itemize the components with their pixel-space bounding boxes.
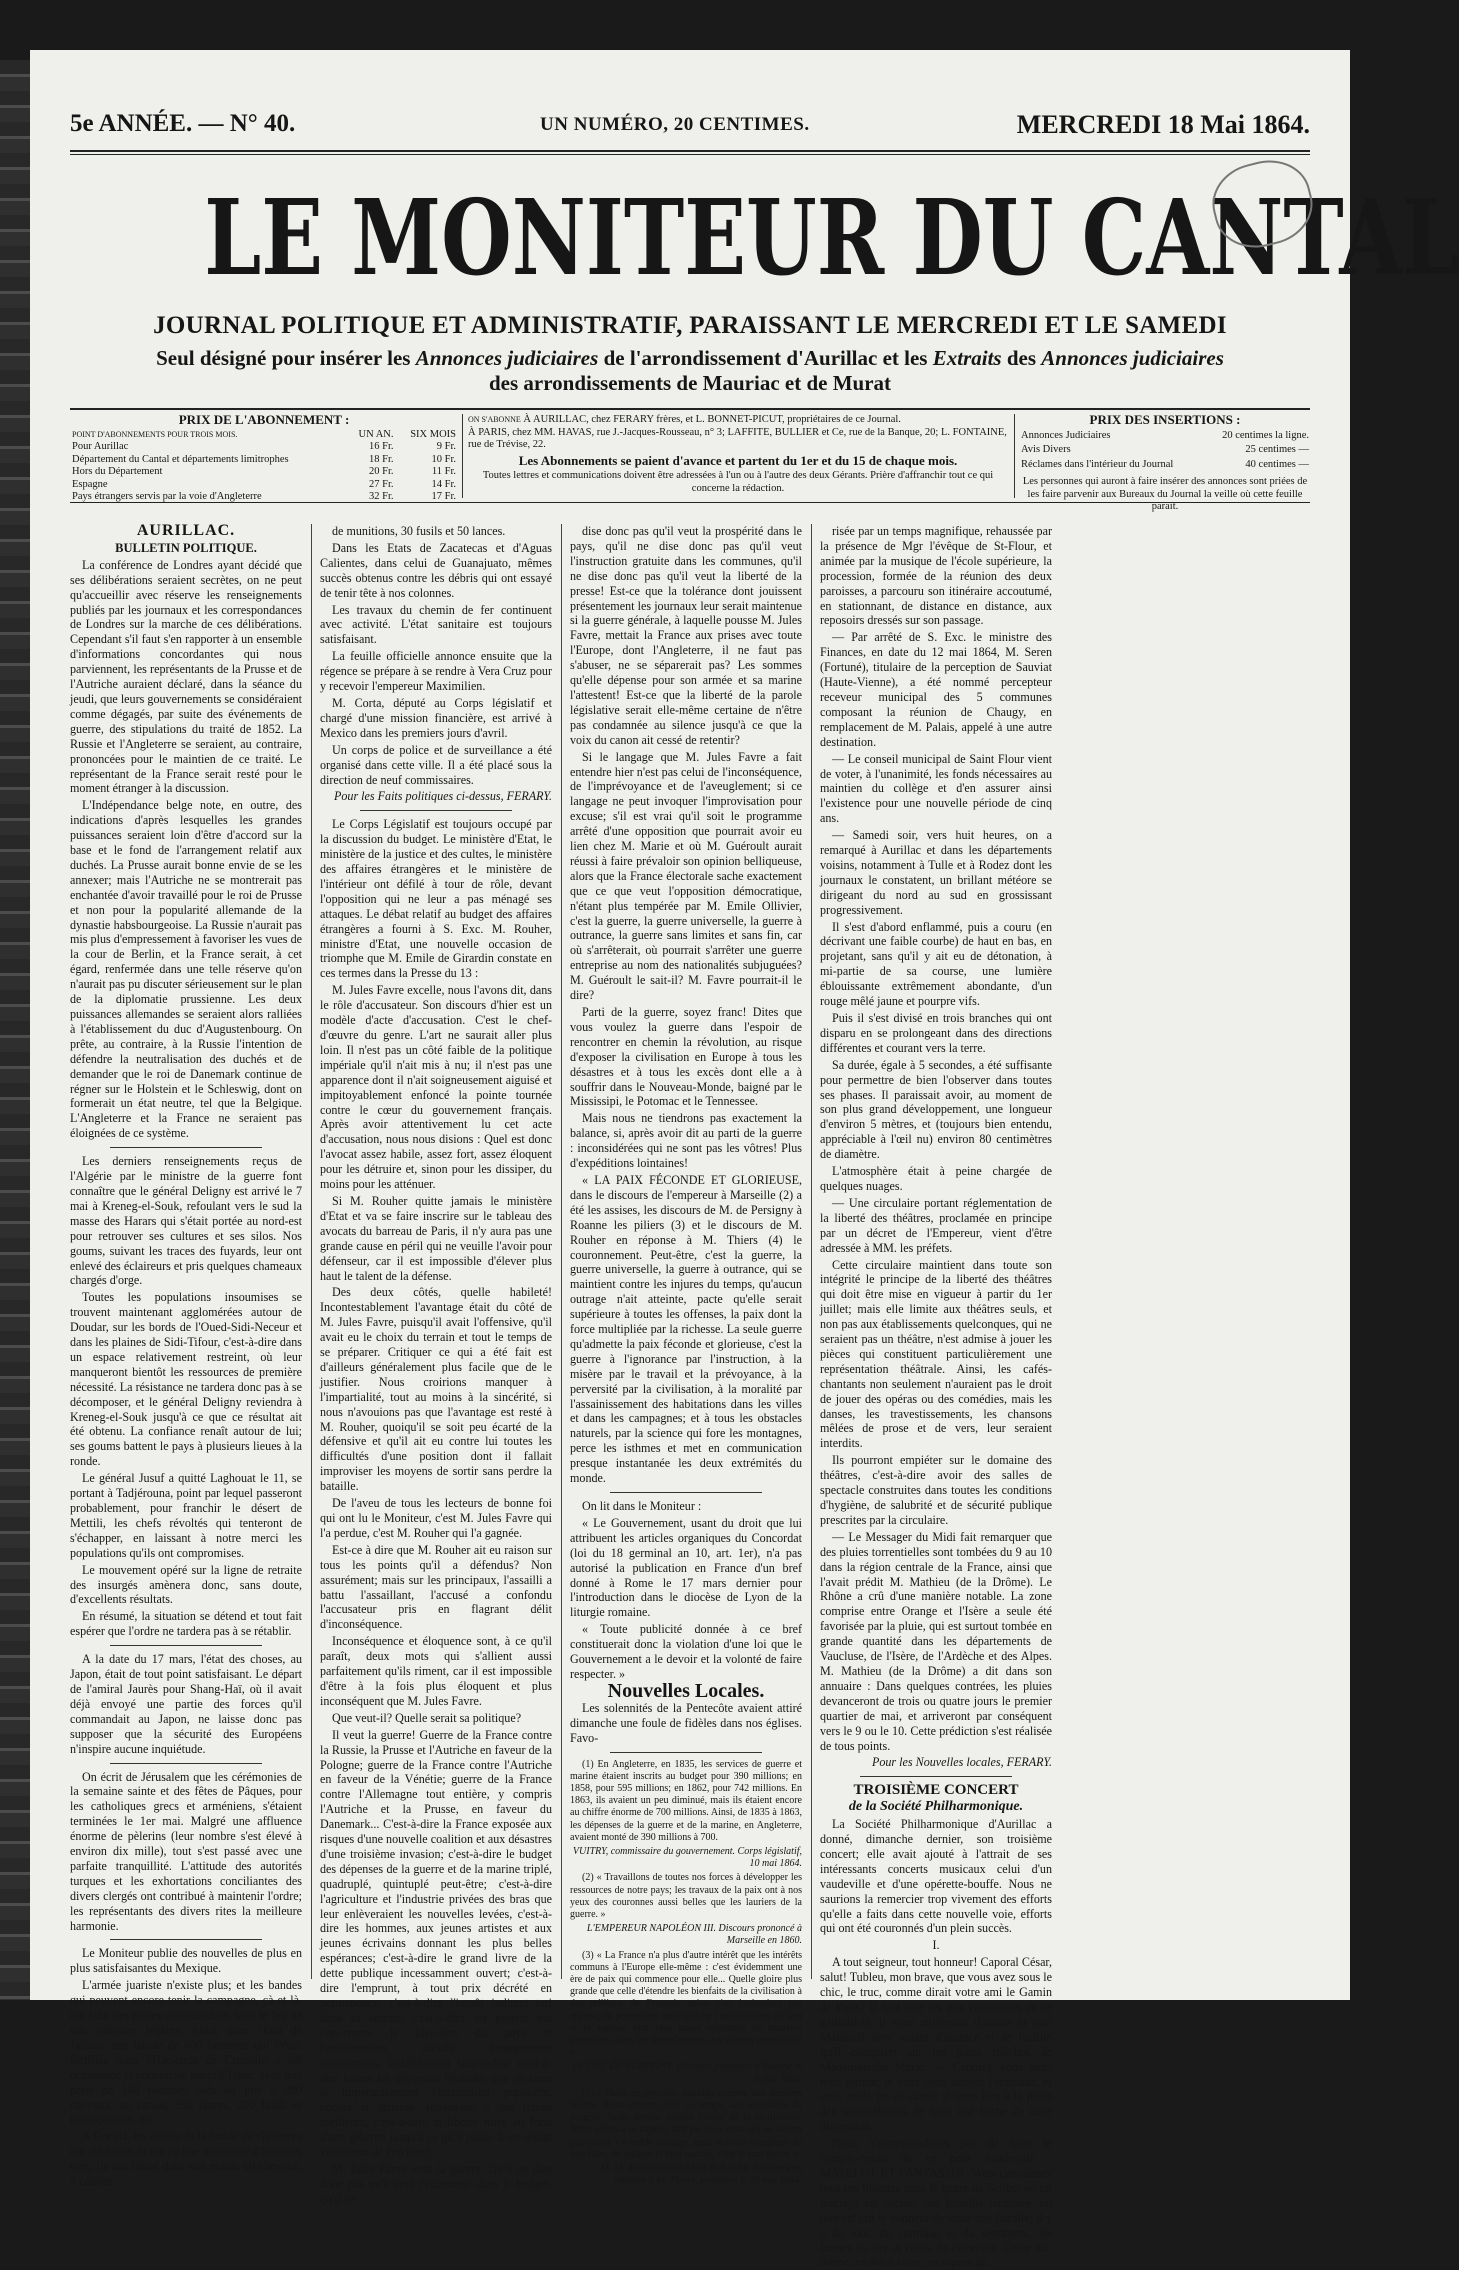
subscription-info-box: [70, 408, 1310, 512]
table-row: [70, 441, 458, 454]
concert-heading: TROISIÈME CONCERT: [853, 1782, 1019, 1799]
paragraph: Nous n'entreprendrons pas de faire le compte-rendu de ce petit vaudeville : MATELOT ET FANTASSIN. Vous connaissez tous ces bluettes dans le genre de Scribe, où un mariage est décidé, une brouille terminée, où tout est fait le bonheur de toute une famille; il y a de tout, du comique et du sentiment, les larmes du rire et celles de l'émotion. César lui-même, ce dur à cuire, ce sapeur de: [820, 2136, 1052, 2270]
issue-price: UN NUMÉRO, 20 CENTIMES.: [540, 114, 810, 135]
table-row: [1020, 443, 1310, 458]
paragraph: — Par arrêté de S. Exc. le ministre des Finances, en date du 12 mai 1864, M. Seren (Fortuné), titulaire de la perception de Sauviat (Haute-Vienne), a été nommé percepteur receveur municipal des 5 communes composant la réunion de Chaugy, en remplacement de M. Palais, appelé à une autre destination.: [820, 630, 1052, 749]
paragraph: Les solennités de la Pentecôte avaient attiré dimanche une foule de fidèles dans nos églises. Favo-: [570, 1700, 802, 1745]
paragraph: Les derniers renseignements reçus de l'Algérie par le ministre de la guerre font connaître que le général Deligny est arrivé le 7 mai à Kreneg-el-Souk, refoulant vers le sud la masse des Harars qui s'était portée au nord-est pour retrouver ses cultures et ses silos. Nos goums, suivant les traces des fuyards, leur ont enlevé des éclaireurs et pris quelques chameaux chargés d'orge.: [70, 1154, 302, 1288]
column-divider: [311, 524, 312, 1979]
legal-text: de l'arrondissement d'Aurillac et les: [598, 346, 933, 370]
footnote: (3) « La France n'a plus d'autre intérêt que les intérêts communs à l'Europe elle-même : c'est évidemment une ère de paix qui commence pour elle... Quelle gloire plus grande que celle d'étendre les bienfaits de la civilisation à des millions de Français qu'on n'en jouissaient pas encore, de poursuivre sans relâche l'amélioration du sort et la vapeur, tant plus grand ensemble de matières premières, dans les manufactures des masses populaires! »: [570, 1949, 802, 2059]
separator: [360, 810, 512, 811]
footnote: (2) « Travaillons de toutes nos forces à développer les ressources de notre pays; les travaux de la paix ont à nos yeux des couronnes aussi belles que les lauriers de la guerre. »: [570, 1872, 802, 1920]
table-header: POINT D'ABONNEMENTS POUR TROIS MOIS.: [72, 429, 238, 439]
article-columns: [70, 522, 1310, 2270]
table-cell: Annonces Judiciaires: [1021, 429, 1111, 441]
paragraph: Toutes les populations insoumises se trouvent maintenant agglomérées autour de Doudar, sur les bords de l'Oued-Sidi-Neceur et dans les plaines de Sidi-Tifour, c'est-à-dire dans un espace relativement restreint, où leur manqueront bientôt les ressources de première nécessité. La résistance ne tardera donc pas à se décomposer, et le général Deligny reviendra à Kreneg-el-Souk jusqu'à ce que ce résultat ait été obtenu. La confiance renaît autour de lui; ses goums battent le pays à plusieurs lieues à la ronde.: [70, 1290, 302, 1469]
concert-subheading: de la Société Philharmonique.: [848, 1799, 1024, 1815]
legal-text: Annonces judiciaires: [415, 346, 599, 370]
paragraph: L'armée juariste n'existe plus; et les bandes qui peuvent encore tenir la campagne, çà et là, ont subi des pertes considérables sous le feu de nos colonnes légères. Ainsi, dans l'Etat de Jalisco, une bande de 600 hommes qui s'était fortifiée dans l'Hacienda de Cruizillo a été débusquée et poursuivie jusqu'à Tepic, avec une perte de 150 hommes tués ou pris à 280 chevaux, un canon, 250 lances, 200 fusils et mousquetons, etc.: [70, 1978, 302, 2127]
table-cell: 18 Fr.: [369, 453, 394, 465]
paragraph: Si le langage que M. Jules Favre a fait entendre hier n'est pas celui de l'inconséquence, de l'imprévoyance et de l'aveuglement; si ce langage ne peut invoquer l'improvisation pour excuse; s'il est vrai qu'il soit le programme arrêté d'une opposition que pourrait avoir eu lien chez M. Marie et où M. Guéroult aurait réussi à faire prévaloir son opinion belliqueuse, alors que la France électorale sache exactement que ce que veut l'opposition démocratique, n'étant plus tempérée par M. Emile Ollivier, c'est la guerre, la guerre universelle, la guerre à outrance, la guerre sans limites et sans fin, car où s'arrêterait, où pourrait s'arrêter une guerre entreprise au nom des nationalités subjuguées? M. Guéroult le sait-il? M. Favre pourrait-il le dire?: [570, 749, 802, 1003]
paragraph: — Samedi soir, vers huit heures, on a remarqué à Aurillac et dans les départements voisins, notamment à Tulle et à Rodez dont les journaux le constatent, un brillant météore se dirigeant du nord au sud en grossissant progressivement.: [820, 828, 1052, 917]
legal-text: des arrondissements de Mauriac et de Murat: [488, 371, 892, 395]
table-cell: Avis Divers: [1021, 444, 1071, 455]
table-cell: 14 Fr.: [431, 478, 456, 490]
paragraph: risée par un temps magnifique, rehaussée par la présence de Mgr l'évêque de St-Flour, et animée par la musique de l'école supérieure, la procession, formée de la réunion des deux paroisses, a parcouru son itinéraire accoutumé, en stationnant, de distance en distance, aux reposoirs dressés sur son passage.: [820, 524, 1052, 628]
column-2: [320, 524, 552, 2206]
paragraph: Dans les Etats de Zacatecas et d'Aguas Calientes, dans celui de Guanajuato, mêmes succès obtenus contre les débris qui ont essayé de tenir tête à nos colonnes.: [320, 540, 552, 600]
box-divider: [1014, 414, 1015, 498]
paragraph: A la date du 17 mars, l'état des choses, au Japon, était de tout point satisfaisant. Le départ de l'amiral Jaurès pour Shang-Haï, où il avait déjà envoyé une partie des forces qu'il commandait au Japon, ne laisse donc pas supposer que la sécurité des Européens n'inspire aucune inquiétude.: [70, 1652, 302, 1756]
table-cell: 20 centimes la ligne.: [1222, 429, 1309, 441]
signature: Pour les Nouvelles locales, FERARY.: [871, 1755, 1052, 1770]
paragraph: Le Corps Législatif est toujours occupé par la discussion du budget. Le ministère d'Etat, le ministère de la justice et des cultes, le ministère des affaires étrangères et le ministère de l'intérieur ont défilé à tour de rôle, devant l'opposition qui ne leur a pas ménagé ses attaques. Le débat relatif au budget des affaires étrangères a fourni à S. Exc. M. Rouher, ministre d'Etat, une nouvelle occasion de triomphe que M. Emile de Girardin constate en ces termes dans la Presse du 13 :: [320, 817, 552, 981]
letters-note: Toutes lettres et communications doivent être adressées à l'un ou à l'autre des deux Gérants. Prière d'affranchir tout ce qui concerne la rédaction.: [482, 470, 994, 494]
paragraph: En résumé, la situation se détend et tout fait espérer que l'ordre ne tardera pas à se rétablir.: [70, 1609, 302, 1639]
separator: [610, 1492, 762, 1493]
paragraph: L'Indépendance belge note, en outre, des indications d'après lesquelles les grandes puissances seraient loin d'être d'accord sur la base et le fond de l'arrangement relatif aux duchés. La Prusse aurait bonne envie de se les annexer; mais l'Autriche ne se montrerait pas enchantée d'avoir travaillé pour le roi de Prusse et non pour la popularité allemande de la dynastie habsbourgeoise. La Russie n'aurait pas mis plus d'empressement à favoriser les vues de la cour de Berlin, et la France serait, à cet égard, renfermée dans une telle réserve qu'on n'aurait pas pu discuter sérieusement sur le plan de la diplomatie prussienne. Les deux puissances allemandes se seraient alors ralliées à l'établissement du duc d'Augustenbourg. On prête, au contraire, à la Russie l'intention de défendre la neutralisation des duchés et de demander que le roi de Danemark continue de régner sur le Holstein et le Schleswig, dont on formerait un état neutre, tel que la Belgique. L'Angleterre et la France ne seraient pas éloignées de ce système.: [70, 798, 302, 1141]
paragraph: dise donc pas qu'il veut la prospérité dans le pays, qu'il ne dise donc pas qu'il veut l'instruction gratuite dans les communes, qu'il ne dise donc pas qu'il veut la liberté de la presse! Est-ce que la tolérance dont jouissent présentement les journaux leur serait maintenue si la guerre générale, à laquelle pousse M. Jules Favre, mettait la France aux prises avec toute l'Europe, dont l'Angleterre, il ne faut pas s'abuser, ne se séparerait pas? Les sommes qu'elle dépense pour son armée et sa marine l'attestent! Est-ce que la liberté de la parole législative serait elle-même certaine de n'être pas condamnée au silence jusqu'à ce que la voix du canon ait cessé de retentir?: [570, 524, 802, 747]
paragraph: A Cocula, les débris de la bande de Gutierrez ont été battus et ont eu une quinzaine d'hommes tués; ils ont laissé dans nos mains 60 chevaux, 5 caisses: [70, 2129, 302, 2189]
paragraph: A tout seigneur, tout honneur! Caporal César, salut! Tubleu, mon brave, que vous avez sous le chic, le truc, comme dirait votre ami le Gamin de Paris? Il faut voir les airs vainqueurs de ce gaillard-là; il vous enlèverait d'assaut la tour Malakoff avec autant d'aisance et de facilité qu'il conquiert sur les joues fraîches de Mademoiselle Marie. — Caporal, vous avez mon estime; je veux vous donner l'accolade, et cette seule fin de savoir si vous êtes à la place des sous-officiers de faire une barbe de cette dimension.: [820, 1955, 1052, 2134]
table-cell: 11 Fr.: [431, 466, 456, 477]
paragraph: On lit dans le Moniteur :: [582, 1499, 702, 1513]
subscription-title: PRIX DE L'ABONNEMENT :: [178, 412, 350, 427]
table-cell: Hors du Département: [72, 466, 163, 477]
scan-edge-strip: [0, 60, 30, 2000]
payment-terms: Les Abonnements se paient d'avance et partent du 1er et du 15 de chaque mois.: [518, 452, 958, 468]
legal-text: des: [1001, 346, 1042, 370]
table-cell: Pays étrangers servis par la voie d'Angleterre: [72, 491, 262, 502]
footnote-signature: LE DUC DE PERSIGNY. Discours prononcé à Roanne le 8 mai 1864.: [571, 2061, 802, 2085]
paragraph: Le Moniteur publie des nouvelles de plus en plus satisfaisantes du Mexique.: [70, 1946, 302, 1976]
office-info: [468, 414, 1008, 495]
insertion-title: PRIX DES INSERTIONS :: [1089, 412, 1241, 427]
paragraph: Le mouvement opéré sur la ligne de retraite des insurgés amènera donc, sans doute, d'excellents résultats.: [70, 1562, 302, 1607]
table-cell: 10 Fr.: [431, 453, 456, 465]
paragraph: « Toute publicité donnée à ce bref constituerait donc la violation d'une loi que le Gouvernement a le devoir et la volonté de faire respecter. »: [570, 1622, 802, 1681]
paragraph: Il s'est d'abord enflammé, puis a couru (en décrivant une faible courbe) de haut en bas, en projetant, sans qu'il y ait eu de détonation, à mi-partie de sa course, une lumière éblouissante extrêmement abondante, d'un rouge mêlé jaune et pourpre vifs.: [820, 919, 1052, 1009]
paragraph: De l'aveu de tous les lecteurs de bonne foi qui ont lu le Moniteur, c'est M. Jules Favre qui l'a perdue, c'est M. Rouher qui l'a gagnée.: [320, 1496, 552, 1540]
table-row: [70, 491, 458, 504]
paragraph: Cette circulaire maintient dans toute son intégrité le principe de la liberté des théâtres qui doit être mise en vigueur à partir du 1er juillet; mais elle limite aux théâtres seuls, et non pas aux établissements quelconques, qui ne seraient pas un théâtre, n'est admise à jouer les pièces qui constituent particulièrement une représentation théâtrale. Ainsi, les cafés-chantants non seulement n'auraient pas le droit de jouer des opéras ou des comédies, mais les danses, les travestissements, les chansons mêlées de prose et de vers, leur seraient interdits.: [820, 1257, 1052, 1451]
paragraph: — Le Messager du Midi fait remarquer que des pluies torrentielles sont tombées du 9 au 10 dans la région centrale de la France, ainsi que l'avait prédit M. Mathieu (de la Drôme). Le Rhône a crû d'une manière notable. La zone comprise entre Orange et l'Isère a seule été favorisée par la pluie, qui est surtout tombée en grande quantité dans les départements de Vaucluse, de l'Isère, de l'Ardèche et des Alpes. M. Mathieu (de la Drôme) a dit dans son annuaire : Dans quelques contrées, les pluies devanceront de trois ou quatre jours le premier quartier de mai, et arriveront par conséquent vers le 9 ou le 10. Cette prédiction s'est réalisée de tous points.: [820, 1529, 1052, 1753]
paragraph: Ils pourront empiéter sur le domaine des théâtres, c'est-à-dire avoir des salles de spectacle construites dans toutes les conditions d'hygiène, de salubrité et de sécurité publique prescrites par la circulaire.: [820, 1453, 1052, 1527]
column-divider: [811, 524, 812, 1979]
table-cell: 17 Fr.: [431, 491, 456, 502]
paragraph: Inconséquence et éloquence sont, à ce qu'il paraît, deux mots qui s'allient aussi parfaitement qu'ils riment, car il est impossible d'être à la fois plus éloquent et plus inconséquent que M. Jules Favre.: [320, 1634, 552, 1708]
table-cell: 20 Fr.: [369, 466, 394, 477]
paragraph: Est-ce à dire que M. Rouher ait eu raison sur tous les points qu'il a défendus? Non assurément; mais sur les principaux, l'assailli a battu l'assaillant, l'accusé a confondu l'accusateur pris en flagrant délit d'inconséquence.: [320, 1542, 552, 1632]
paragraph: M. Jules Favre veut la guerre. Qu'il ne dise donc pas qu'il veut l'économie dans le budget, qu'il ne: [320, 2161, 552, 2206]
office-address: [468, 414, 1008, 452]
table-cell: 40 centimes —: [1245, 458, 1309, 470]
column-divider: [561, 524, 562, 1979]
box-divider: [462, 414, 463, 498]
table-header: SIX MOIS: [410, 428, 456, 440]
table-row: [1020, 458, 1310, 473]
section-heading-local-news: Nouvelles Locales.: [607, 1679, 765, 1702]
table-cell: Réclames dans l'intérieur du Journal: [1021, 458, 1174, 470]
table-cell: 16 Fr.: [369, 441, 394, 452]
paragraph: Que veut-il? Quelle serait sa politique?: [332, 1710, 522, 1725]
paragraph: « LA PAIX FÉCONDE ET GLORIEUSE, dans le discours de l'empereur à Marseille (2) a été les assises, les discours de M. de Persigny à Roanne les piliers (3) et le discours de M. Rouher en réponse à M. Thiers (4) le couronnement. Peut-être, c'est la guerre, la guerre universelle, la guerre à outrance, qui se maintient contre les injures du temps, qu'aucun outrage n'ait atteinte, pacte qu'elle serait supérieure à toutes les offenses, la paix dont la force multipliée par la richesse. La seule guerre qu'admette la paix féconde et glorieuse, c'est la guerre à l'ignorance par l'instruction, à la misère par le travail et la prévoyance, à la perversité par la civilisation, à la moralité par l'assainissement des habitations dans les villes et dans les campagnes; et à tous les obstacles naturels, par la science qui fore les montagnes, perce les isthmes et met en communication presque instantanée les deux extrémités du monde.: [570, 1172, 802, 1486]
masthead-title: LE MONITEUR DU CANTAL: [204, 176, 1459, 299]
issue-info-row: [70, 110, 1310, 146]
insertion-note: Les personnes qui auront à faire insérer des annonces sont priées de les faire parvenir aux Bureaux du Journal la veille où cette feuille parait.: [1022, 476, 1308, 512]
table-cell: 9 Fr.: [436, 441, 456, 452]
paragraph: « Le Gouvernement, usant du droit que lui attribuent les articles organiques du Concordat (loi du 18 germinal an 10, art. 1er), n'a pas autorisé la publication en France d'un bref donné à Rome le 17 mars dernier pour l'introduction dans le diocèse de Lyon de la liturgie romaine.: [570, 1515, 802, 1620]
separator: [860, 1776, 1012, 1777]
paragraph: Sa durée, égale à 5 secondes, a été suffisante pour permettre de bien l'observer dans toutes ses phases. Il paraissait avoir, au moment de son plus grand développement, une longueur d'environ 5 mètres, et (toujours bien entendu, appréciable à l'œil nu) environ 80 centimètres de diamètre.: [820, 1057, 1052, 1162]
paragraph: M. Jules Favre excelle, nous l'avons dit, dans le rôle d'accusateur. Son discours d'hier est un modèle d'acte d'accusation. C'est le chef-d'œuvre du genre. L'art ne saurait aller plus loin. Il n'est pas un côté faible de la politique impériale qu'il n'ait mis à nu; il n'est pas une apparence dont il n'ait soigneusement aiguisé et impitoyablement enfoncé la pointe tournée contre le cœur du gouvernement français. Après avoir attentivement lu cet acte d'accusation, nous nous disions : Quel est donc l'avocat assez habile, assez fort, assez éloquent pour les détruire et, sinon pour les dissiper, du moins pour les atténuer.: [320, 983, 552, 1192]
table-header: UN AN.: [358, 428, 394, 440]
paragraph: M. Corta, député au Corps législatif et chargé d'une mission financière, est arrivé à Mexico dans les premiers jours d'avril.: [320, 695, 552, 740]
insertion-table: [1020, 429, 1310, 473]
section-heading-bulletin: BULLETIN POLITIQUE.: [115, 540, 257, 555]
legal-text: Annonces judiciaires: [1041, 346, 1224, 370]
newspaper-page: [30, 50, 1459, 2270]
edition-number: 5e ANNÉE. — N° 40.: [70, 110, 296, 137]
paragraph: L'atmosphère était à peine chargée de quelques nuages.: [820, 1164, 1052, 1193]
table-row: [70, 479, 458, 492]
table-row: [70, 466, 458, 479]
paragraph: Si M. Rouher quitte jamais le ministère d'Etat et va se faire inscrire sur le tableau des avocats du barreau de Paris, il n'y aura pas une grande cause en péril qui ne veuille l'avoir pour défenseur, car il est impossible d'élever plus haut le talent de la défense.: [320, 1193, 552, 1283]
separator: [610, 1752, 762, 1753]
paragraph: Mais nous ne tiendrons pas exactement la balance, si, après avoir dit au parti de la guerre : inconsidérées qui ne sont pas les vôtres! Plus d'expéditions lointaines!: [570, 1111, 802, 1171]
table-cell: Département du Cantal et départements limitrophes: [72, 453, 289, 465]
footnote-signature: M. LE MINISTRE D'ÉTAT ROUHER. Discours en réponse à M. Thiers, prononcé le 10 mai 1864.: [600, 2163, 802, 2187]
paragraph: Puis il s'est divisé en trois branches qui ont disparu en se prolongeant dans des directions différentes et courant vers la terre.: [820, 1011, 1052, 1055]
newspaper-subtitle: JOURNAL POLITIQUE ET ADMINISTRATIF, PARAISSANT LE MERCREDI ET LE SAMEDI: [153, 312, 1227, 339]
section-heading-aurillac: AURILLAC.: [136, 522, 236, 539]
paragraph: La feuille officielle annonce ensuite que la régence se prépare à se rendre à Vera Cruz pour y recevoir l'empereur Maximilien.: [320, 649, 552, 694]
column-4: [820, 524, 1052, 2270]
footnote-signature: L'EMPEREUR NAPOLÉON III. Discours prononcé à Marseille en 1860.: [586, 1923, 802, 1947]
table-cell: Espagne: [72, 478, 108, 490]
table-cell: 27 Fr.: [369, 478, 394, 490]
top-rule: [70, 150, 1310, 152]
table-row: [1020, 429, 1310, 444]
top-rule-thin: [70, 154, 1310, 155]
issue-date: MERCREDI 18 Mai 1864.: [1016, 110, 1310, 139]
table-cell: 25 centimes —: [1245, 444, 1309, 455]
paragraph: Les travaux du chemin de fer continuent avec activité. L'état sanitaire est toujours satisfaisant.: [320, 602, 552, 647]
footnote: (4) « Nous ne pouvons marcher comme aux derniers siècles. Nous devons obéir au temps, aux nécessités du progrès. Nous devons assurer l'essor de la civilisation. Nous allons à la vapeur, tant pis pour ceux qui ne savent pas courir. Ce noble courage, cette volonté énergique de tout faire, de réaliser le bien partout, c'est le vrai secret. »: [570, 2087, 802, 2160]
office-address-aurillac: À AURILLAC, chez FERARY frères, et L. BONNET-PICUT, propriétaires de ce Journal.: [523, 414, 901, 425]
paragraph: Le général Jusuf a quitté Laghouat le 11, se portant à Tadjérouna, point par lequel passeront probablement, pour franchir le désert de Mettili, les chefs révoltés qui tenteront de s'échapper, en laissant à notre merci les populations qu'ils ont compromises.: [70, 1471, 302, 1560]
paragraph: Un corps de police et de surveillance a été organisé dans cette ville. Il a été placé sous la direction de neuf commissaires.: [320, 742, 552, 787]
table-cell: 32 Fr.: [369, 491, 394, 502]
paragraph: La Société Philharmonique d'Aurillac a donné, dimanche dernier, son troisième concert; elle avait ajouté à l'attrait de ses intéressants concerts musicaux celui d'un vaudeville et d'une opérette-bouffe. Nous ne saurions la remercier trop vivement des efforts qu'elle a faits dans cette nouvelle voie, efforts qui ont été couronnés d'un plein succès.: [820, 1817, 1052, 1936]
legal-notice: [70, 346, 1310, 396]
subscription-table: [70, 429, 458, 504]
office-label: ON S'ABONNE: [468, 415, 521, 424]
paragraph: La conférence de Londres ayant décidé que ses délibérations seraient secrètes, on ne peut qu'accueillir avec réserve les renseignements publiés par les journaux et les correspondances de Londres sur la marche de ces délibérations. Cependant s'il faut s'en rapporter à un ensemble d'informations concordantes qui nous parviennent, les représentants de la Prusse et de l'Autriche auraient déclaré, dans la séance du jeudi, que leurs gouvernements se considéraient comme dégagés, par suite des événements de guerre, des stipulations du traité de 1852. La Russie et l'Angleterre se seraient, au contraire, prononcées pour le maintien de ce traité. Le représentant de la France serait resté pour le moment étranger à la discussion.: [70, 557, 302, 796]
paragraph: Il veut la guerre! Guerre de la France contre la Russie, la Prusse et l'Autriche en faveur de la Pologne; guerre de la France contre l'Autriche en faveur de la Vénétie; guerre de la France contre l'Allemagne tout entière, y compris l'Autriche et la Prusse, en faveur du Danemark... C'est-à-dire la France exposée aux risques d'une nouvelle coalition et aux désastres d'une troisième invasion; c'est-à-dire le budget des dépenses de la guerre et de la marine triplé, quadruplé, quintuplé peut-être; c'est-à-dire l'agriculture et l'industrie privées des bras que leur enlèveraient les nouvelles levées, c'est-à-dire les hommes, aux jeunes artistes et aux jeunes écrivains donnant les plus belles espérances; c'est-à-dire le grand livre de la dette publique incessamment ouvert; c'est-à-dire l'emprunt, à tout prix décrété en permanence; c'est-à-dire l'impôt indirect tari dans sa source; c'est-à-dire les projets qui concernent le bien-être du pays et l'amélioration sociale brusquement interrompus, indéfiniment suspendus; c'est-à-dire toutes les dépenses fécondes que réclame si impérieusement l'instruction populaire, encore si arriérée, renvoyées à des temps meilleurs; c'est-à-dire la liberté mise au fond d'une giberne jusqu'à ce qu'il plaise à un soldat victorieux de l'en tirer!: [320, 1727, 552, 2160]
signature: Pour les Faits politiques ci-dessus, FERARY.: [333, 789, 552, 804]
column-3: [570, 524, 802, 2187]
footnote-signature: VUITRY, commissaire du gouvernement. Corps législatif, 10 mai 1864.: [572, 1845, 802, 1870]
legal-text: Extraits: [932, 346, 1002, 370]
legal-text: Seul désigné pour insérer les: [156, 346, 416, 370]
roman-numeral: I.: [932, 1938, 940, 1953]
footnote: (1) En Angleterre, en 1835, les services de guerre et marine étaient inscrits au budget pour 390 millions; en 1858, pour 595 millions; en 1862, pour 742 millions. En 1863, ils avaient un peu diminué, mais ils étaient encore au chiffre énorme de 700 millions. Ainsi, de 1835 à 1863, les dépenses de la guerre et de la marine, en Angleterre, avaient monté de 390 millions à 700.: [570, 1758, 802, 1843]
paragraph: Des deux côtés, quelle habileté! Incontestablement l'avantage était du côté de M. Jules Favre, puisqu'il avait l'offensive, qu'il avait eu le choix du terrain et tout le temps de se préparer. Critiquer ce qui a été fait est d'ailleurs généralement plus facile que de le justifier. Nous croirions manquer à l'impartialité, tout au moins à la sincérité, si nous n'avouions pas que l'avantage est resté à M. Rouher, quoiqu'il se soit peu écarté de la défensive et qu'il ait eu contre lui toutes les difficultés d'une position dont il fallait improviser les moyens de sortir sans perdre la bataille.: [320, 1285, 552, 1494]
paragraph: de munitions, 30 fusils et 50 lances.: [332, 524, 506, 538]
separator: [110, 1763, 262, 1764]
paragraph: Parti de la guerre, soyez franc! Dites que vous voulez la guerre dans l'espoir de rencontrer en chemin la révolution, au risque d'exposer la civilisation en Europe à tous les désastres et à tous les excès dont elle a à souffrir dans le Nouveau-Monde, baigné par le Mississipi, le Potomac et le Tennessee.: [570, 1005, 802, 1109]
office-address-paris: À PARIS, chez MM. HAVAS, rue J.-Jacques-Rousseau, n° 3; LAFFITE, BULLIER et Ce, rue de la Banque, 20; L. FONTAINE, rue de Trévise, 22.: [468, 426, 1007, 450]
separator: [110, 1939, 262, 1940]
insertion-prices: [1020, 414, 1310, 514]
subscription-prices: [70, 414, 458, 504]
paragraph: — Une circulaire portant réglementation de la liberté des théâtres, proclamée en principe par un décret de l'Empereur, vient d'être adressée à MM. les préfets.: [820, 1195, 1052, 1255]
separator: [110, 1147, 262, 1148]
column-1: [70, 522, 302, 2189]
table-cell: Pour Aurillac: [72, 441, 129, 452]
separator: [110, 1645, 262, 1646]
paragraph: On écrit de Jérusalem que les cérémonies de la semaine sainte et des fêtes de Pâques, pour les catholiques grecs et arméniens, s'étaient terminées le 1er mai. Malgré une affluence énorme de pèlerins (leur nombre s'est élevé à environ dix mille), tout s'est passé avec une parfaite tranquillité. L'attitude des autorités turques et les exhortations conciliantes des divers clergés ont contribué à maintenir l'ordre; les représentants des divers rites la meilleure harmonie.: [70, 1769, 302, 1933]
paragraph: — Le conseil municipal de Saint Flour vient de voter, à l'unanimité, les fonds nécessaires au maintien du collège et d'en assurer ainsi l'existence pour une nouvelle période de cinq ans.: [820, 751, 1052, 826]
table-row: [70, 454, 458, 467]
